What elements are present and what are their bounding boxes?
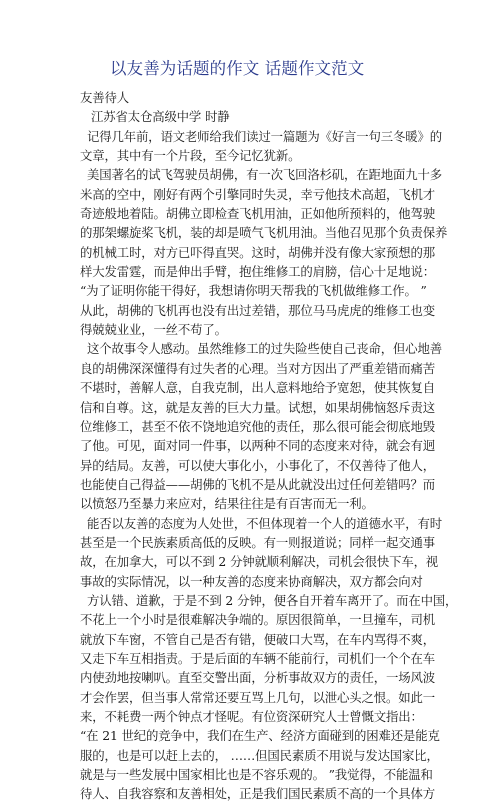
text-line: 异的结局。友善，可以使大事化小，小事化了，不仅善待了他人， bbox=[80, 457, 435, 473]
text-line: 事故的实际情况，以一种友善的态度来协商解决，双方都会向对 bbox=[80, 573, 423, 589]
text-line: 从此，胡佛的飞机再也没有出过差错，那位马马虎虎的维修工也变 bbox=[80, 302, 435, 318]
text-line: 文章，其中有一个片段，至今记忆犹新。 bbox=[80, 148, 301, 164]
text-line: 方认错、道歉，于是不到 2 分钟，便各自开着车离开了。而在中国， bbox=[87, 592, 458, 608]
text-line: 的那架螺旋桨飞机，装的却是喷气飞机用油。当他召见那个负责保养 bbox=[80, 225, 448, 241]
text-line: 江苏省太仓高级中学 时静 bbox=[91, 109, 230, 125]
text-line: 又走下车互相指责。于是后面的车辆不能前行，司机们一个个在车 bbox=[80, 650, 435, 666]
text-line: 记得几年前，语文老师给我们读过一篇题为《好言一句三冬暖》的 bbox=[87, 128, 442, 144]
text-line: 样大发雷霆，而是伸出手臂，抱住维修工的肩膀，信心十足地说： bbox=[80, 264, 435, 280]
text-line: 也能使自己得益——胡佛的飞机不是从此就没出过任何差错吗？而 bbox=[80, 476, 435, 492]
document-title: 以友善为话题的作文 话题作文范文 bbox=[110, 59, 365, 78]
text-line: 信和自尊。这，就是友善的巨大力量。试想，如果胡佛恼怒斥责这 bbox=[80, 399, 435, 415]
text-line: 故，在加拿大，可以不到 2 分钟就顺利解决，司机会很快下车，视 bbox=[80, 554, 439, 570]
text-line: 得兢兢业业，一丝不苟了。 bbox=[80, 322, 227, 338]
text-line: 美国著名的试飞驾驶员胡佛，有一次飞回洛杉矶，在距地面九十多 bbox=[87, 167, 442, 183]
text-line: 奇迹般地着陆。胡佛立即检查飞机用油，正如他所预料的，他驾驶 bbox=[80, 206, 435, 222]
text-line: 服的，也是可以赶上去的， ……但国民素质不用说与发达国家比， bbox=[80, 747, 439, 763]
text-line: 了他。可见，面对同一件事，以两种不同的态度来对待，就会有迥 bbox=[80, 438, 435, 454]
text-line: 才会作罢，但当事人常常还要互骂上几句，以泄心头之恨。如此一 bbox=[80, 689, 435, 705]
text-line: 位维修工，甚至不依不饶地追究他的责任，那么很可能会彻底地毁 bbox=[80, 418, 435, 434]
text-line: 良的胡佛深深懂得有过失者的心理。当对方因出了严重差错而痛苦 bbox=[80, 360, 435, 376]
text-line: 不花上一个小时是很难解决争端的。原因很简单，一旦撞车，司机 bbox=[80, 612, 435, 628]
text-line: 这个故事令人感动。虽然维修工的过失险些使自己丧命，但心地善 bbox=[87, 341, 442, 357]
text-line: “为了证明你能干得好，我想请你明天帮我的飞机做维修工作。 ” bbox=[80, 283, 427, 299]
text-line: 米高的空中，刚好有两个引擎同时失灵，幸亏他技术高超，飞机才 bbox=[80, 186, 435, 202]
text-line: 友善待人 bbox=[80, 90, 129, 105]
text-line: 甚至是一个民族素质高低的反映。有一则报道说；同样一起交通事 bbox=[80, 534, 435, 550]
text-line: 内使劲地按喇叭。直至交警出面，分析事故双方的责任，一场风波 bbox=[80, 670, 435, 686]
document-body bbox=[80, 88, 458, 804]
text-line: 不堪时，善解人意，自我克制，出人意料地给予宽恕，使其恢复自 bbox=[80, 380, 435, 396]
text-line: 待人、自我容察和友善相处，正是我们国民素质不高的一个具体方 bbox=[80, 786, 435, 802]
text-line: “在 21 世纪的竞争中，我们在生产、经济方面碰到的困难还是能克 bbox=[80, 728, 440, 744]
text-line: 就放下车窗，不管自己是否有错，便破口大骂，在车内骂得不爽， bbox=[80, 631, 435, 647]
text-line: 来，不耗费一两个钟点才怪呢。有位资深研究人士曾慨文指出： bbox=[80, 709, 423, 724]
text-line: 就是与一些发展中国家相比也是不容乐观的。 ”我觉得，不能温和 bbox=[80, 767, 433, 783]
text-line: 以愤怒乃至暴力来应对，结果往往是有百害而无一利。 bbox=[80, 496, 374, 512]
text-line: 的机械工时，对方已吓得直哭。这时，胡佛并没有像大家预想的那 bbox=[80, 244, 435, 260]
text-line: 能否以友善的态度为人处世，不但体现着一个人的道德水平，有时 bbox=[87, 515, 442, 531]
